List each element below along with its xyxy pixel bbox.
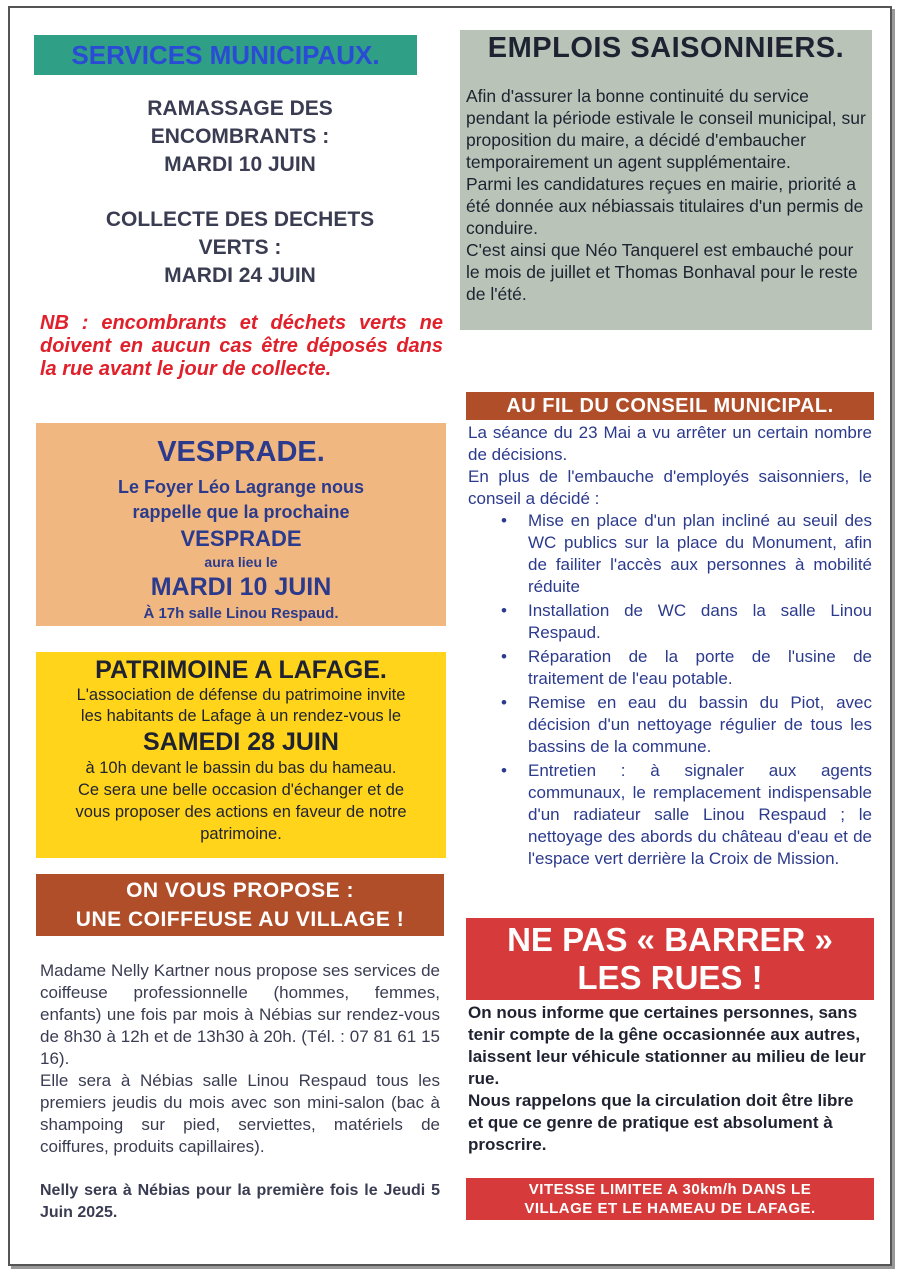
bullet-icon: • [501,511,507,530]
coiffeuse-header [36,874,444,936]
barrer-text [468,1002,868,1156]
conseil-text [468,422,872,870]
patrimoine-box [36,652,446,858]
conseil-decision-list [468,510,872,870]
encombrants-line-2: ENCOMBRANTS : [150,125,330,148]
vesprade-line-1: Le Foyer Léo Lagrange nous [117,477,365,497]
barrer-header [466,918,874,1000]
emplois-paragraph-3: C'est ainsi que Néo Tanquerel est embauché pour le mois de juillet et Thomas Bonhaval pour le reste de l'été. [466,240,858,304]
coiffeuse-paragraph-3: Nelly sera à Nébias pour la première fois le Jeudi 5 Juin 2025. [40,1182,440,1221]
conseil-header: AU FIL DU CONSEIL MUNICIPAL. [466,392,874,420]
coiffeuse-title-2: UNE COIFFEUSE AU VILLAGE ! [75,908,405,931]
vesprade-date: MARDI 10 JUIN [150,573,332,601]
barrer-paragraph-1: On nous informe que certaines personnes, sans tenir compte de la gêne occasionnée aux autres, laissent leur véhicule stationner au milieu de leur rue. [468,1003,866,1088]
encombrants-notice [36,95,444,179]
barrer-paragraph-2: Nous rappelons que la circulation doit être libre et que ce genre de pratique est absolument à proscrire. [468,1091,854,1154]
list-item: • Réparation de la porte de l'usine de traitement de l'eau potable. [501,647,872,688]
bullet-icon: • [501,693,507,712]
barrer-title-1: NE PAS « BARRER » [507,921,833,958]
list-item: • Remise en eau du bassin du Piot, avec décision d'un nettoyage régulier de tous les bassins de la commune. [501,693,872,756]
dechets-line-1: COLLECTE DES DECHETS [105,208,375,231]
emplois-text [466,85,866,305]
list-item: • Installation de WC dans la salle Linou Respaud. [501,601,872,642]
list-item: • Entretien : à signaler aux agents communaux, le remplacement indispensable d'un radiateur salle Linou Respaud ; le nettoyage des abords du château d'eau et de l'espace vert derrière la Croix de Mission. [501,761,872,868]
coiffeuse-text [40,960,440,1224]
services-header: SERVICES MUNICIPAUX. [34,35,417,75]
vitesse-banner [466,1178,874,1220]
dechets-notice [36,206,444,290]
coiffeuse-paragraph-2: Elle sera à Nébias salle Linou Respaud tous les premiers jeudis du mois avec son mini-salon (bac à shampoing sur pied, serviettes, matériels de coiffures, produits capillaires). [40,1071,440,1156]
bullet-icon: • [501,761,507,780]
conseil-intro-1: La séance du 23 Mai a vu arrêter un certain nombre de décisions. [468,423,872,464]
bullet-icon: • [501,601,507,620]
conseil-intro-2: En plus de l'embauche d'employés saisonniers, le conseil a décidé : [468,467,872,508]
vesprade-box [36,423,446,626]
list-item: • Mise en place d'un plan incliné au seuil des WC publics sur la place du Monument, afin de failiter l'accès aux personnes à mobilité réduite [501,511,872,596]
vitesse-line-1: VITESSE LIMITEE A 30km/h DANS LE [528,1181,812,1198]
vesprade-aura: aura lieu le [204,554,278,570]
dechets-line-2: VERTS : [198,236,282,259]
coiffeuse-paragraph-1: Madame Nelly Kartner nous propose ses services de coiffeuse professionnelle (hommes, femmes, enfants) une fois par mois à Nébias sur rendez-vous de 8h30 à 12h et de 13h30 à 20h. (Tél. : 07 81 61 15 16). [40,961,440,1068]
patrimoine-line-6: patrimoine. [200,825,282,843]
patrimoine-line-1: L'association de défense du patrimoine invite [76,686,406,704]
emplois-paragraph-2: Parmi les candidatures reçues en mairie, priorité a été donnée aux nébiassais titulaires d'un permis de conduire. [466,174,864,238]
encombrants-date: MARDI 10 JUIN [164,153,316,176]
vitesse-line-2: VILLAGE ET LE HAMEAU DE LAFAGE. [524,1200,816,1217]
vesprade-title: VESPRADE. [157,436,325,468]
patrimoine-line-5: vous proposer des actions en faveur de notre [75,803,407,821]
nb-warning: NB : encombrants et déchets verts ne doivent en aucun cas être déposés dans la rue avant le jour de collecte. [40,312,443,380]
patrimoine-date: SAMEDI 28 JUIN [143,728,339,756]
vesprade-name: VESPRADE [180,526,302,551]
dechets-date: MARDI 24 JUIN [164,264,316,287]
emplois-paragraph-1: Afin d'assurer la bonne continuité du service pendant la période estivale le conseil municipal, sur proposition du maire, a décidé d'embaucher temporairement un agent supplémentaire. [466,86,866,172]
emplois-title: EMPLOIS SAISONNIERS. [487,32,845,64]
encombrants-line-1: RAMASSAGE DES [147,97,333,120]
coiffeuse-title-1: ON VOUS PROPOSE : [126,879,354,902]
patrimoine-line-3: à 10h devant le bassin du bas du hameau. [85,759,397,777]
patrimoine-title: PATRIMOINE A LAFAGE. [95,656,387,684]
vesprade-line-2: rappelle que la prochaine [132,502,350,522]
vesprade-location: À 17h salle Linou Respaud. [143,605,339,622]
patrimoine-line-4: Ce sera une belle occasion d'échanger et de [77,781,405,799]
barrer-title-2: LES RUES ! [577,959,763,996]
patrimoine-line-2: les habitants de Lafage à un rendez-vous le [80,707,402,725]
bullet-icon: • [501,647,507,666]
